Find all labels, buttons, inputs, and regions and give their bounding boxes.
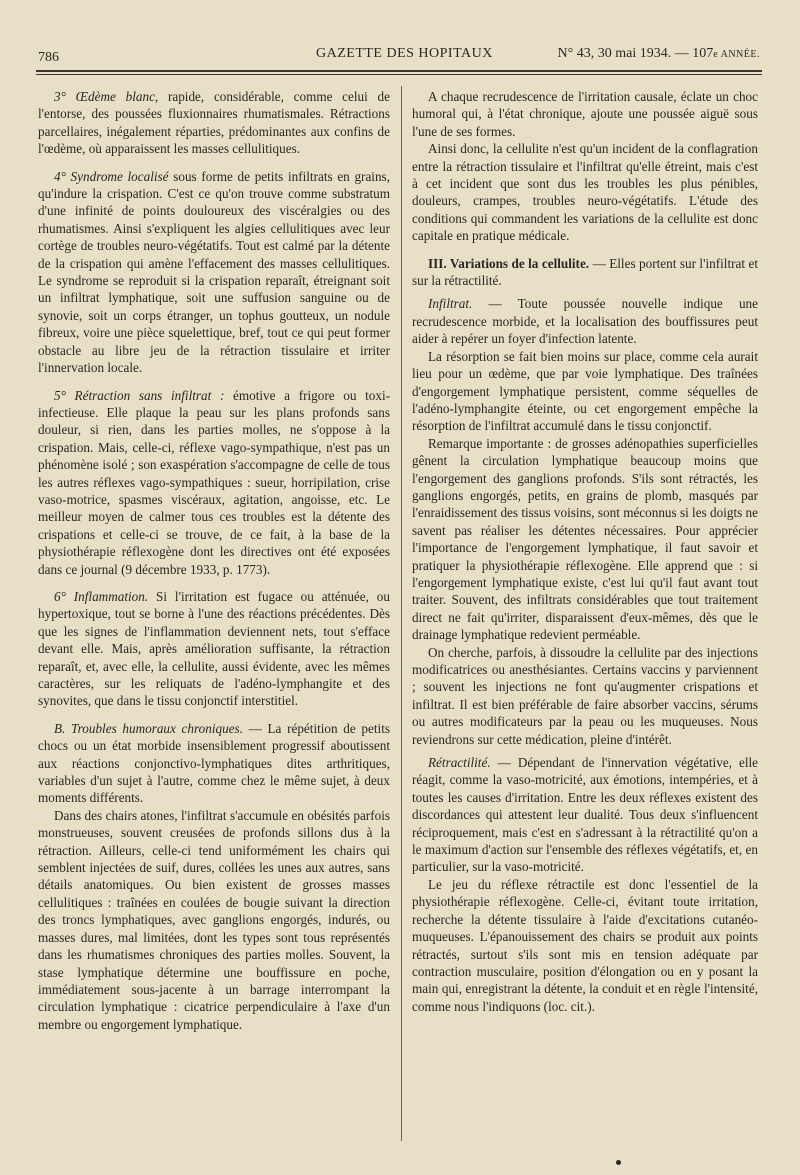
paragraph-text: — Elles portent sur l'infiltrat et sur la rétractilité. — [412, 255, 758, 289]
right-column — [412, 88, 758, 1021]
ink-blot — [616, 1160, 621, 1165]
paragraph-recrudescence: A chaque recrudescence de l'irritation causale, éclate un choc humoral qui, à l'état chronique, ajoute une poussée aiguë sous l'une de ses formes. — [412, 89, 758, 139]
paragraph-heading: 5° Rétraction sans infiltrat : — [54, 387, 225, 403]
paragraph-reflexe-retractile: Le jeu du réflexe rétractile est donc l'essentiel de la physiothérapie réflexogène. Celle-ci, évitant toute irritation, recherche la détente tissulaire à l'aide d'excitations cutanéo-muqueuses. L'épanouissement des chairs se produit aux points rétractés, surtout s'ils sont mis en tension adéquate par contraction musculaire, position d'élongation ou en y posant la main qui, enregistrant la détente, la conduit et en règle l'intensité, comme nous l'indiquons (loc. cit.). — [412, 876, 758, 1014]
paragraph-inflammation — [38, 588, 390, 710]
paragraph-heading: 4° Syndrome localisé — [54, 168, 169, 184]
paragraph-text: rapide, considérable, comme celui de l'entorse, des poussées fluxionnaires rhumatismales. Rétractions parcellaires, inégalement réparties, prédominantes aux confins de l'œdème, où apparaissent les masses cellulitiques. — [38, 89, 390, 157]
paragraph-infiltrat — [412, 295, 758, 347]
issue-info — [558, 46, 760, 62]
page-header — [38, 46, 760, 68]
paragraph-chairs-atones: Dans des chairs atones, l'infiltrat s'accumule en obésités parfois monstrueuses, souvent creusées de profonds sillons dus à la rétraction. Ailleurs, celle-ci tend uniformément les chairs qui semblent injectées de suif, dures, collées les unes aux autres, sans détails anatomiques. Ou bien existent de grosses masses cellulitiques : traînées en coulées de bougie suivant la direction des troncs lymphatiques, avec ganglions engorgés, indurés, ou masses dures, mal limitées, dont les types sont tous représentés dans les rhumatismes chroniques des parties molles. Souvent, la stase lymphatique détermine une bouffissure en poche, immédiatement sous-jacente à un barrage interrompant la circulation lymphatique : cicatrice perpendiculaire à l'axe d'un membre ou engorgement lymphatique. — [38, 807, 390, 1032]
paragraph-oedeme-blanc — [38, 88, 390, 158]
paragraph-resorption: La résorption se fait bien moins sur place, comme cela aurait lieu pour un œdème, que par voie lymphatique. Des traînées d'engorgement lymphatique persistent, comme séquelles de l'adéno-lymphangite éteinte, ou cet engorgement empêche la résorption de l'infiltrat accumulé dans le tissu conjonctif. — [412, 348, 758, 434]
column-divider — [401, 86, 402, 1141]
journal-title: GAZETTE DES HOPITAUX — [316, 46, 493, 61]
paragraph-text: — La répétition de petits chocs ou un état morbide insensiblement progressif aboutissent aux réactions conjonctivo-lymphatiques dites arthritiques, variables d'un sujet à l'autre, comme chez le même sujet, à deux moments différents. — [38, 720, 390, 806]
paragraph-injections: On cherche, parfois, à dissoudre la cellulite par des injections modificatrices ou anesthésiantes. Certains vaccins y parviennent ; souvent les injections ne font qu'augmenter crispations et infiltrat. Il est bien préférable de faire absorber vaccins, sérums ou autres modificateurs par la peau ou les muqueuses. Nous reviendrons sur cette médication, pleine d'intérêt. — [412, 644, 758, 747]
page-number: 786 — [38, 50, 59, 65]
paragraph-heading: Infiltrat. — [428, 296, 473, 312]
paragraph-text: Si l'irritation est fugace ou atténuée, ou hypertoxique, tout se borne à l'une des réactions précédentes. Dès que les signes de l'inflammation deviennent nets, tout s'efface devant elle. Mais, après amélioration suffisante, la rétraction reparaît, et, avec elle, la cellulite, aussi évidente, avec les mêmes caractères, sur les reliquats de l'adéno-lymphangite et des synovites, que dans le tissu conjonctif interstitiel. — [38, 588, 390, 709]
paragraph-text: — Dépendant de l'innervation végétative, elle réagit, comme la vaso-motricité, aux émotions, intempéries, et à toutes les causes d'irritation. Entre les deux réflexes existent des discordances qui attestent leur dualité. Tous deux s'influencent réciproquement, mais c'est en s'adressant à la rétractilité qu'on a le maximum d'action sur l'ensemble des réflexes végétatifs, et, en particulier, sur la vaso-motricité. — [412, 755, 758, 875]
issue-suffix: e ANNÉE. — [713, 49, 760, 60]
issue-text: N° 43, 30 mai 1934. — 107 — [557, 46, 714, 61]
paragraph-syndrome-localise — [38, 168, 390, 377]
paragraph-heading: Rétractilité. — [428, 755, 491, 771]
paragraph-text: sous forme de petits infiltrats en grains, qu'indure la crispation. C'est ce qu'on trouve comme substratum d'une infinité de points douloureux des viscéralgies ou des rhumatismes. Ainsi s'expliquent les algies cellulitiques avec leur cortège de troubles neuro-végétatifs. Tout est calmé par la détente de la crispation qui amène l'effacement des masses cellulitiques. Le syndrome se reproduit si la crispation reparaît, étreignant soit un infiltrat lymphatique, soit une suffusion sanguine ou de synovie, soit un corps étranger, un tophus goutteux, un nodule fibreux, voire une pièce squelettique, bref, tout ce qui peut former obstacle au libre jeu de la rétraction tissulaire et irriter l'innervation locale. — [38, 168, 390, 376]
paragraph-retraction-sans-infiltrat — [38, 387, 390, 578]
header-rule-thin — [36, 74, 762, 75]
section-heading: III. Variations de la cellulite. — [428, 255, 590, 271]
paragraph-heading: 6° Inflammation. — [54, 588, 149, 604]
paragraph-text: — Toute poussée nouvelle indique une recrudescence morbide, et la localisation des bouffissures peut aider à repérer un foyer d'infection latente. — [412, 296, 758, 347]
left-column — [38, 88, 390, 1039]
paragraph-heading: 3° Œdème blanc, — [54, 89, 159, 104]
paragraph-text: émotive a frigore ou toxi-infectieuse. Elle plaque la peau sur les plans profonds sans douleur, si rien, dans les parties molles, ne s'oppose à la crispation. Mais, celle-ci, réflexe vago-sympathique, n'est pas un phénomène isolé ; son exaspération s'accompagne de celle de tous les autres réflexes vago-sympathiques : sueur, horripilation, crise vaso-motrice, spasmes viscéraux, agitation, angoisse, etc. Le meilleur moyen de calmer tous ces troubles est la détente des crispations et celle-ci se trouve, de ce fait, à la base de la physiothérapie réflexogène dont les directives ont été exposées dans ce journal (9 décembre 1933, p. 1773). — [38, 387, 390, 577]
paragraph-retractilite — [412, 754, 758, 876]
paragraph-remarque: Remarque importante : de grosses adénopathies superficielles gênent la circulation lymphatique beaucoup moins que l'engorgement des ganglions profonds. S'ils sont rétractés, les ganglions engorgés, petits, en grains de plomb, masqués par l'enraidissement des tissus voisins, sont méconnus si les doigts ne savent pas réaliser les détentes nécessaires. Pour apprécier l'importance de l'engorgement lymphatique, il faut savoir et pratiquer la physiothérapie réflexogène. Elle apprend que : si l'engorgement lymphatique existe, c'est lui qu'il faut avant tout traiter. Souvent, des infiltrats considérables que tout traitement direct ne fait qu'irriter, disparaissent d'eux-mêmes, dès que le drainage lymphatique redevient perméable. — [412, 435, 758, 643]
paragraph-ainsi-donc: Ainsi donc, la cellulite n'est qu'un incident de la conflagration entre la rétraction tissulaire et l'infiltrat qu'elle étreint, mais c'est à cet incident que sont dus les troubles les plus pénibles, douleurs, crampes, troubles neuro-végétatifs. L'étude des conditions qui commandent les variations de la cellulite est donc capitale en pratique médicale. — [412, 141, 758, 244]
header-rule-thick — [36, 70, 762, 72]
paragraph-troubles-humoraux — [38, 720, 390, 807]
section-variations — [412, 255, 758, 290]
paragraph-heading: B. Troubles humoraux chroniques. — [54, 720, 243, 736]
